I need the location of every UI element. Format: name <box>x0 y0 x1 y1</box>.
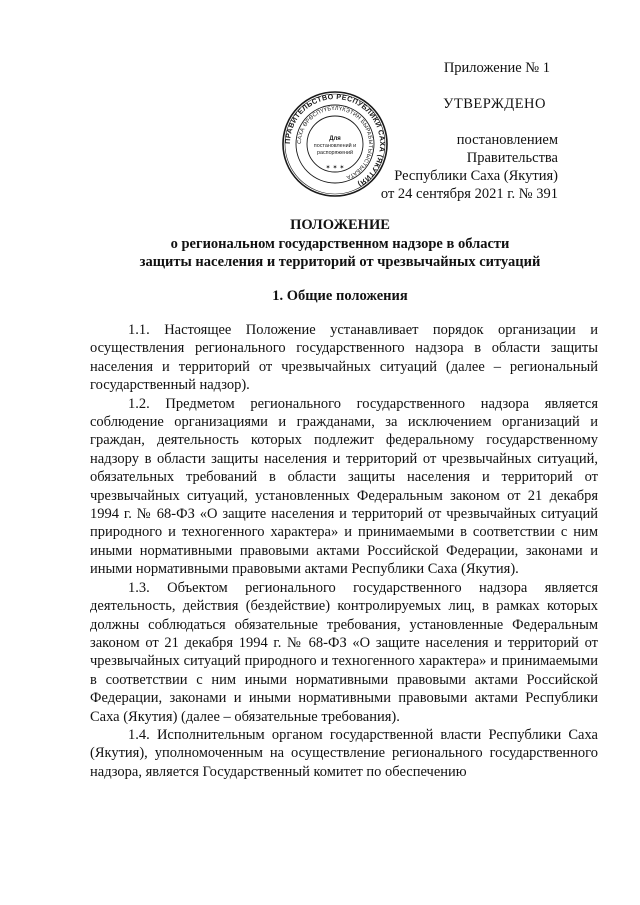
title-line: ПОЛОЖЕНИЕ <box>290 217 390 233</box>
decree-line: Республики Саха (Якутия) <box>394 168 558 184</box>
appendix-label: Приложение № 1 <box>443 60 550 76</box>
paragraph: 1.4. Исполнительным органом государственной власти Республики Саха (Якутия), уполномоченным на осуществление регионального государственного надзора, является Государственный комитет по обеспечению <box>90 726 598 780</box>
seal-star-icon: ✶ ✶ ✶ <box>325 164 345 171</box>
decree-reference <box>370 131 558 203</box>
paragraph: 1.3. Объектом регионального государственного надзора является деятельность, действия (бездействие) контролируемых лиц, в рамках которых должны соблюдаться обязательные требования, установленные Федеральным законом от 21 декабря 1994 г. № 68-ФЗ «О защите населения и территорий от чрезвычайных ситуаций природного и техногенного характера» и принимаемыми в соответствии с ним иными нормативными правовыми актами Российской Федерации, законами и иными нормативными правовыми актами Республики Саха (Якутия) (далее – обязательные требования). <box>90 579 598 725</box>
seal-center-line: постановлений и <box>313 143 357 149</box>
paragraph: 1.1. Настоящее Положение устанавливает порядок организации и осуществления регионального государственного надзора в области защиты населения и территорий от чрезвычайных ситуаций (далее – региональный государственный надзор). <box>90 322 598 394</box>
paragraph: 1.2. Предметом регионального государственного надзора является соблюдение организациями и гражданами, за исключением организаций и граждан, деятельность которых подлежит федеральному государственному надзору в области защиты населения и территорий от чрезвычайных ситуаций, обязательных требований в области защиты населения и территорий от чрезвычайных ситуаций, установленных Федеральным законом от 21 декабря 1994 г. № 68-ФЗ «О защите населения и территорий от чрезвычайных ситуаций природного и техногенного характера» и принимаемыми в соответствии с ним иными нормативными правовыми актами Российской Федерации, законами и иными нормативными правовыми актами Республики Саха (Якутия). <box>90 395 598 578</box>
document-body <box>90 321 598 781</box>
document-title <box>60 216 620 272</box>
official-seal-stamp <box>282 91 388 197</box>
seal-inner-text: САХА ӨРӨСПҮҮБҮЛҮКЭТИН БЫРАБЫТЫЫСТЫБАТА <box>296 105 374 180</box>
seal-outer-text: ПРАВИТЕЛЬСТВО РЕСПУБЛИКИ САХА (ЯКУТИЯ) <box>282 91 388 190</box>
decree-line: от 24 сентября 2021 г. № 391 <box>380 186 558 202</box>
approved-label: УТВЕРЖДЕНО <box>443 96 546 112</box>
title-line: защиты населения и территорий от чрезвычайных ситуаций <box>139 254 541 270</box>
decree-line: постановлением Правительства <box>456 132 558 166</box>
seal-center-line: распоряжений <box>316 150 354 156</box>
seal-center-line: Для <box>329 136 341 142</box>
title-line: о региональном государственном надзоре в области <box>170 235 510 252</box>
section-heading: 1. Общие положения <box>272 288 408 304</box>
